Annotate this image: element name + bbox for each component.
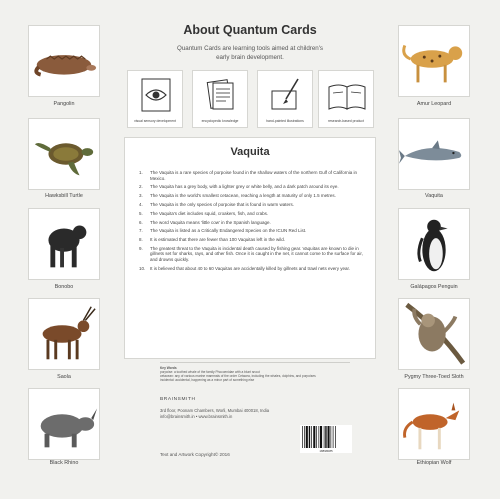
- barcode-bars: [300, 425, 352, 449]
- barcode-bar: [325, 426, 326, 448]
- fact-item: 10. It is believed that about 40 to 60 Vaquitas are accidentally killed by gillnets and trawl nets every year.: [139, 265, 351, 271]
- barcode-bar: [319, 426, 320, 448]
- barcode-bar: [309, 426, 310, 448]
- fact-item: 2. The Vaquita has a grey body, with a lighter grey or white belly, and a dark patch around its eye.: [139, 184, 339, 190]
- key-words-heading: Key Words: [160, 366, 177, 370]
- fact-item: 5. The Vaquita's diet includes squid, croakers, fish, and crabs.: [139, 210, 269, 216]
- barcode-bar: [331, 426, 332, 448]
- card-bonobo[interactable]: [28, 208, 100, 280]
- card-label-pygmy-three-toed-sloth: Pygmy Three-Toed Sloth: [404, 374, 464, 380]
- card-galapagos-penguin[interactable]: [398, 208, 470, 280]
- card-label-saola: Saola: [57, 374, 71, 380]
- barcode-bar: [335, 426, 336, 448]
- bonobo-illustration: [29, 209, 99, 279]
- card-vaquita[interactable]: [398, 118, 470, 190]
- card-saola[interactable]: [28, 298, 100, 370]
- key-word-line: incidental: accidental, happening as a minor part of something else: [160, 378, 255, 382]
- fact-item: 4. The Vaquita is the only species of porpoise that is found in warm waters.: [139, 201, 294, 207]
- barcode-bar: [304, 426, 305, 448]
- fact-item: 9. The greatest threat to the Vaquita is incidental death caused by fishing gear. Vaquitas are known to die in gillnets set for sharks, rays, and other fish. Once it is caught in the net, it cannot come to the surface for air, and drowns quickly.: [139, 245, 363, 263]
- turtle-illustration: [29, 119, 99, 189]
- fact-item: 3. The Vaquita is the world's smallest cetacean, reaching a length at maturity of only 1.5 metres.: [139, 193, 336, 199]
- card-label-hawksbill-turtle: Hawksbill Turtle: [45, 193, 83, 199]
- fact-item: 6. The word Vaquita means 'little cow' in the Spanish language.: [139, 219, 271, 225]
- feature-label: hand-painted illustrations: [266, 119, 304, 123]
- card-label-bonobo: Bonobo: [54, 284, 74, 290]
- sloth-illustration: [399, 299, 469, 369]
- barcode-bar: [324, 426, 325, 448]
- barcode-bar: [302, 426, 303, 448]
- feature-encyclopedic: [192, 70, 248, 128]
- card-black-rhino[interactable]: [28, 388, 100, 460]
- page-title: About Quantum Cards: [183, 23, 317, 37]
- card-ethiopian-wolf[interactable]: [398, 388, 470, 460]
- card-pygmy-three-toed-sloth[interactable]: [398, 298, 470, 370]
- feature-research-based: [318, 70, 374, 128]
- fact-card-title: Vaquita: [230, 146, 270, 158]
- penguin-illustration: [399, 209, 469, 279]
- address-line: 3rd floor, Poonam Chambers, Worli, Mumbai 400018, India: [160, 408, 270, 413]
- card-hawksbill-turtle[interactable]: [28, 118, 100, 190]
- fact-item: 1. The Vaquita is a rare species of porpoise found in the shallow waters of the northern Gulf of California in Mexico.: [139, 170, 358, 181]
- vaquita-fact-card: [124, 137, 376, 359]
- barcode: [300, 425, 352, 453]
- card-label-galapagos-penguin: Galápagos Penguin: [410, 284, 458, 290]
- fact-item: 7. The Vaquita is listed as a Critically Endangered Species on the ICUN Red List.: [139, 228, 307, 234]
- vaquita-illustration: [399, 119, 469, 189]
- feature-label: research-based product: [328, 119, 364, 123]
- publisher-address: [160, 408, 360, 420]
- contact-line: info@brainsmith.in • www.brainsmith.in: [160, 414, 233, 419]
- copyright: Text and Artwork Copyright© 2016: [160, 452, 230, 457]
- barcode-bar: [328, 426, 330, 448]
- barcode-bar: [320, 426, 322, 448]
- page-subtitle: Quantum Cards are learning tools aimed at children's early brain development.: [177, 45, 323, 61]
- facts-list: [139, 170, 367, 275]
- barcode-bar: [313, 426, 315, 448]
- card-label-black-rhino: Black Rhino: [49, 460, 79, 466]
- fact-item: 8. It is estimated that there are fewer than 100 Vaquitas left in the wild.: [139, 237, 285, 243]
- card-label-ethiopian-wolf: Ethiopian Wolf: [416, 460, 452, 466]
- brand-name: BRAINSMITH: [160, 397, 196, 402]
- divider: [160, 362, 350, 363]
- feature-visual-sensory: [127, 70, 183, 128]
- feature-hand-painted: [257, 70, 313, 128]
- card-label-vaquita: Vaquita: [425, 193, 443, 199]
- feature-label: encyclopedic knowledge: [201, 119, 239, 123]
- feature-label: visual sensory development: [134, 119, 176, 123]
- card-label-amur-leopard: Amur Leopard: [416, 101, 452, 107]
- barcode-bar: [333, 426, 334, 448]
- barcode-bar: [311, 426, 312, 448]
- card-label-pangolin: Pangolin: [53, 101, 75, 107]
- barcode-bar: [306, 426, 308, 448]
- key-word-line: cetacean: any of various marine mammals of the order Cetacea, including the whales, dolphins, and porpoises: [160, 374, 316, 378]
- wolf-illustration: [399, 389, 469, 459]
- saola-illustration: [29, 299, 99, 369]
- key-words: [160, 366, 350, 382]
- barcode-bar: [316, 426, 317, 448]
- rhino-illustration: [29, 389, 99, 459]
- barcode-number: 18898085: [319, 449, 333, 453]
- key-word-line: porpoise: a toothed whale of the family Phocoenidae with a blunt snout: [160, 370, 260, 374]
